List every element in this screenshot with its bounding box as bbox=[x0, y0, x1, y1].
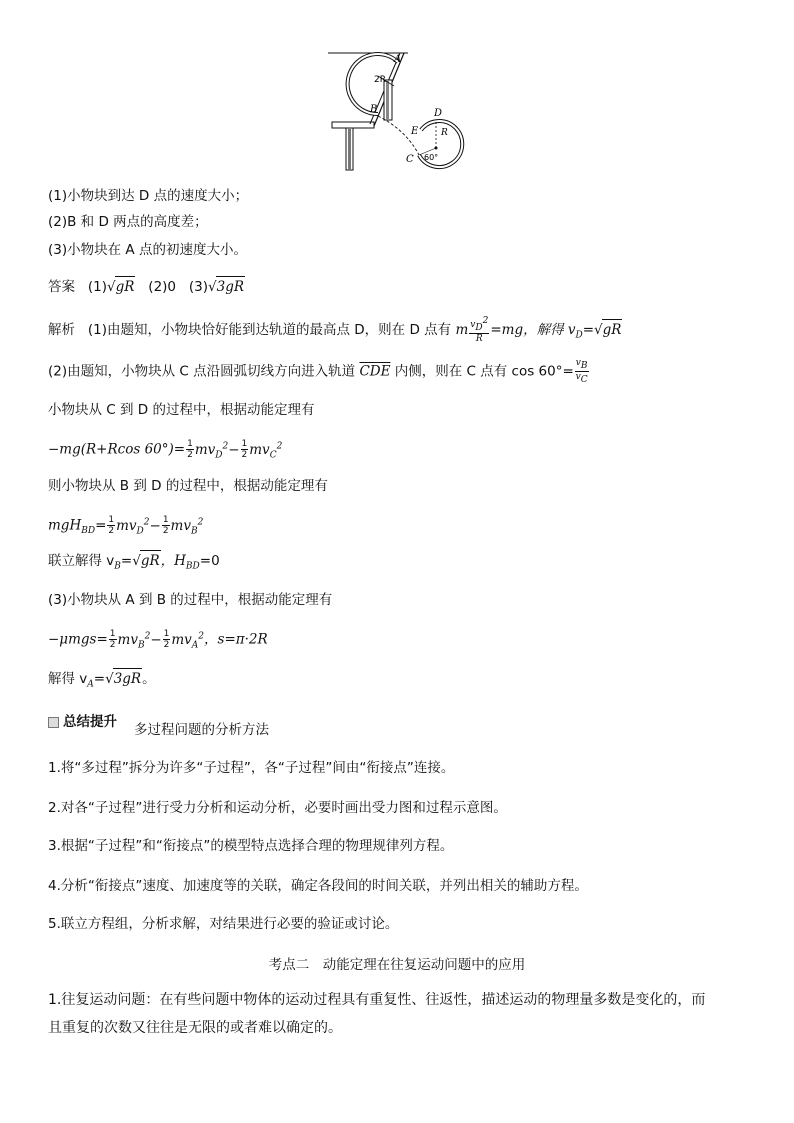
question-3: (3)小物块在 A 点的初速度大小。 bbox=[48, 242, 247, 258]
label-D: D bbox=[434, 108, 443, 119]
summary-subtitle: 多过程问题的分析方法 bbox=[134, 722, 269, 738]
analysis-eq-3: −μmgs= $\frac{1}{2}$ $mv_B^2-$ $\frac{1}{2}$ $mv_A^2$，s=π·2R bbox=[48, 629, 268, 651]
analysis-eq-1: −mg(R+Rcos 60°)= $\frac{1}{2}$ $mv_D^2-$ $\frac{1}{2}$ $mv_C^2$ bbox=[48, 439, 283, 461]
summary-item-4: 4.分析“衔接点”速度、加速度等的关联，确定各段间的时间关联，并列出相关的辅助方程。 bbox=[48, 878, 588, 894]
analysis-line-5: 则小物块从 B 到 D 的过程中，根据动能定理有 bbox=[48, 478, 328, 494]
label-B: B bbox=[370, 104, 378, 115]
label-C: C bbox=[406, 154, 414, 165]
summary-item-5: 5.联立方程组，分析求解，对结果进行必要的验证或讨论。 bbox=[48, 916, 399, 932]
analysis-eq-2: mgH$_{BD}$= $\frac{1}{2}$ $mv_D^2-$ $\frac{1}{2}$ $mv_B^2$ bbox=[48, 515, 204, 537]
analysis-line-7: 联立解得 $v_B=√gR$，$H_{BD}=0$ bbox=[48, 550, 220, 577]
analysis-line-2: (2)由题知，小物块从 C 点沿圆弧切线方向进入轨道 $\overline{CDE}$ 内侧，则在 C 点有 cos 60°= $\frac{v_B}{v_C}$ bbox=[48, 358, 588, 385]
summary-item-3: 3.根据“子过程”和“衔接点”的模型特点选择合理的物理规律列方程。 bbox=[48, 838, 454, 854]
analysis-line-1: 解析 (1)由题知，小物块恰好能到达轨道的最高点 D，则在 D 点有 m $\frac{v_D^2}{R}$ =mg，解得 $v_D=√gR$ bbox=[48, 316, 622, 344]
summary-square-icon bbox=[48, 717, 59, 728]
label-E: E bbox=[411, 126, 419, 137]
summary-heading: 总结提升 bbox=[48, 710, 117, 730]
label-R: R bbox=[441, 128, 448, 138]
analysis-line-8: (3)小物块从 A 到 B 的过程中，根据动能定理有 bbox=[48, 592, 333, 608]
analysis-line-10: 解得 $v_A=√3gR$。 bbox=[48, 668, 156, 695]
analysis-line-3: 小物块从 C 到 D 的过程中，根据动能定理有 bbox=[48, 402, 315, 418]
section2-p1-line1: 1.往复运动问题：在有些问题中物体的运动过程具有重复性、往返性，描述运动的物理量多数是变化的，而 bbox=[48, 992, 706, 1008]
label-angle: 60° bbox=[424, 153, 439, 162]
answer-line: 答案 (1)√gR (2)0 (3)√3gR bbox=[48, 276, 245, 297]
physics-figure bbox=[326, 50, 486, 178]
section2-title: 考点二 动能定理在往复运动问题中的应用 bbox=[268, 957, 526, 973]
question-1: (1)小物块到达 D 点的速度大小； bbox=[48, 188, 249, 204]
summary-item-2: 2.对各“子过程”进行受力分析和运动分析，必要时画出受力图和过程示意图。 bbox=[48, 800, 507, 816]
label-2R: 2R bbox=[374, 75, 386, 85]
question-2: (2)B 和 D 两点的高度差； bbox=[48, 214, 208, 230]
summary-item-1: 1.将“多过程”拆分为许多“子过程”，各“子过程”间由“衔接点”连接。 bbox=[48, 760, 455, 776]
label-A: A bbox=[394, 54, 402, 65]
section2-p1-line2: 且重复的次数又往往是无限的或者难以确定的。 bbox=[48, 1020, 342, 1036]
